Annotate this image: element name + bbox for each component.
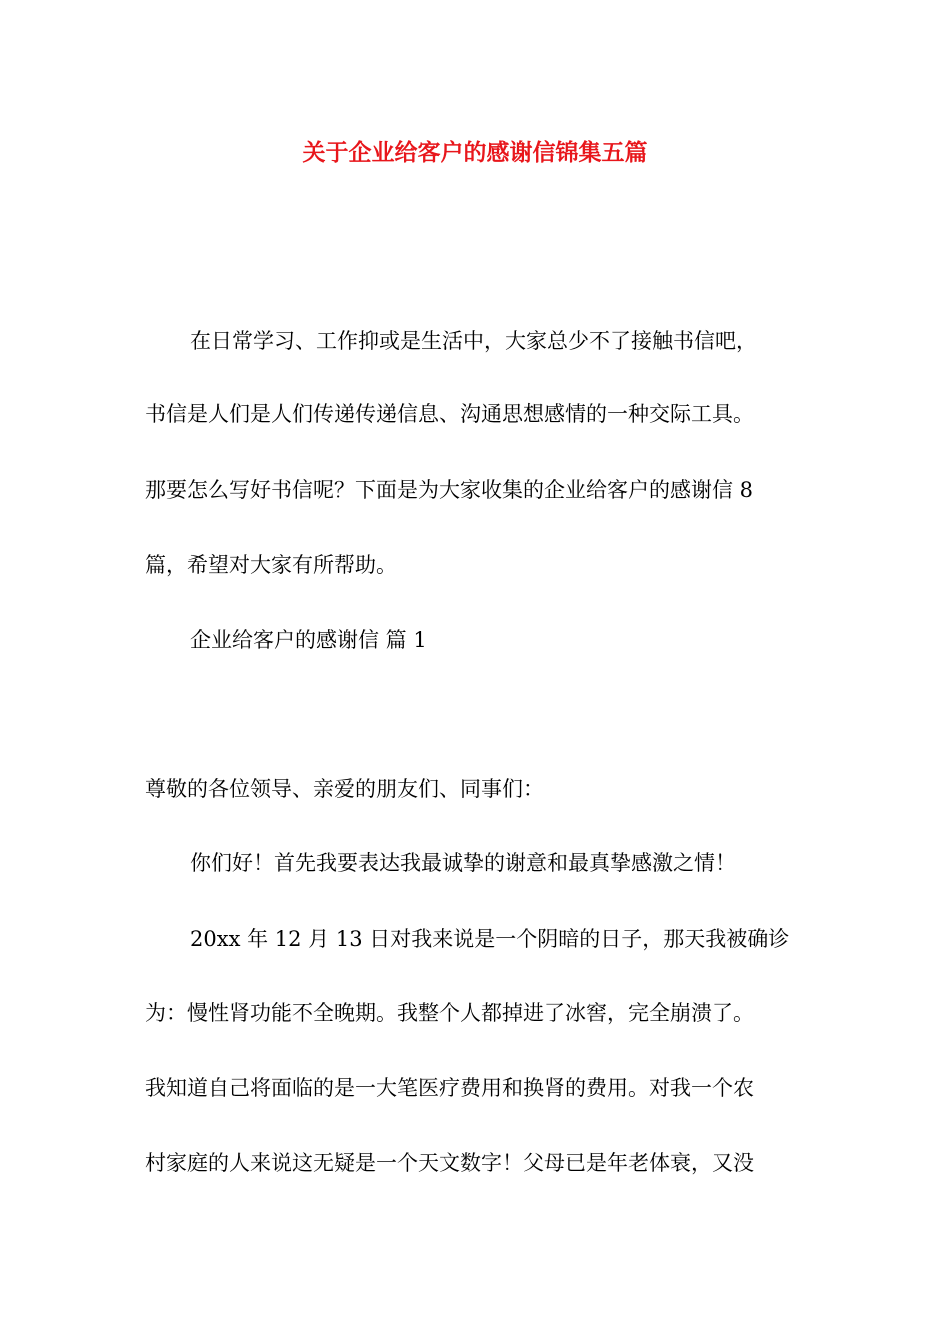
body-line-4: 村家庭的人来说这无疑是一个天文数字！父母已是年老体衰，又没	[145, 1151, 754, 1175]
section-heading: 企业给客户的感谢信 篇 1	[190, 628, 427, 652]
body-line-3: 我知道自己将面临的是一大笔医疗费用和换肾的费用。对我一个农	[145, 1076, 754, 1100]
intro-line-1: 在日常学习、工作抑或是生活中，大家总少不了接触书信吧，	[190, 329, 757, 353]
intro-line-3: 那要怎么写好书信呢？下面是为大家收集的企业给客户的感谢信 8	[145, 478, 754, 502]
salutation: 尊敬的各位领导、亲爱的朋友们、同事们：	[145, 777, 544, 801]
body-line-2: 为：慢性肾功能不全晚期。我整个人都掉进了冰窖，完全崩溃了。	[145, 1001, 754, 1025]
document-title: 关于企业给客户的感谢信锦集五篇	[302, 140, 648, 166]
intro-line-2: 书信是人们是人们传递传递信息、沟通思想感情的一种交际工具。	[145, 402, 754, 426]
greeting-line: 你们好！首先我要表达我最诚挚的谢意和最真挚感激之情！	[190, 851, 736, 875]
body-line-1: 20xx 年 12 月 13 日对我来说是一个阴暗的日子，那天我被确诊	[190, 927, 790, 951]
intro-line-4: 篇，希望对大家有所帮助。	[145, 553, 397, 577]
